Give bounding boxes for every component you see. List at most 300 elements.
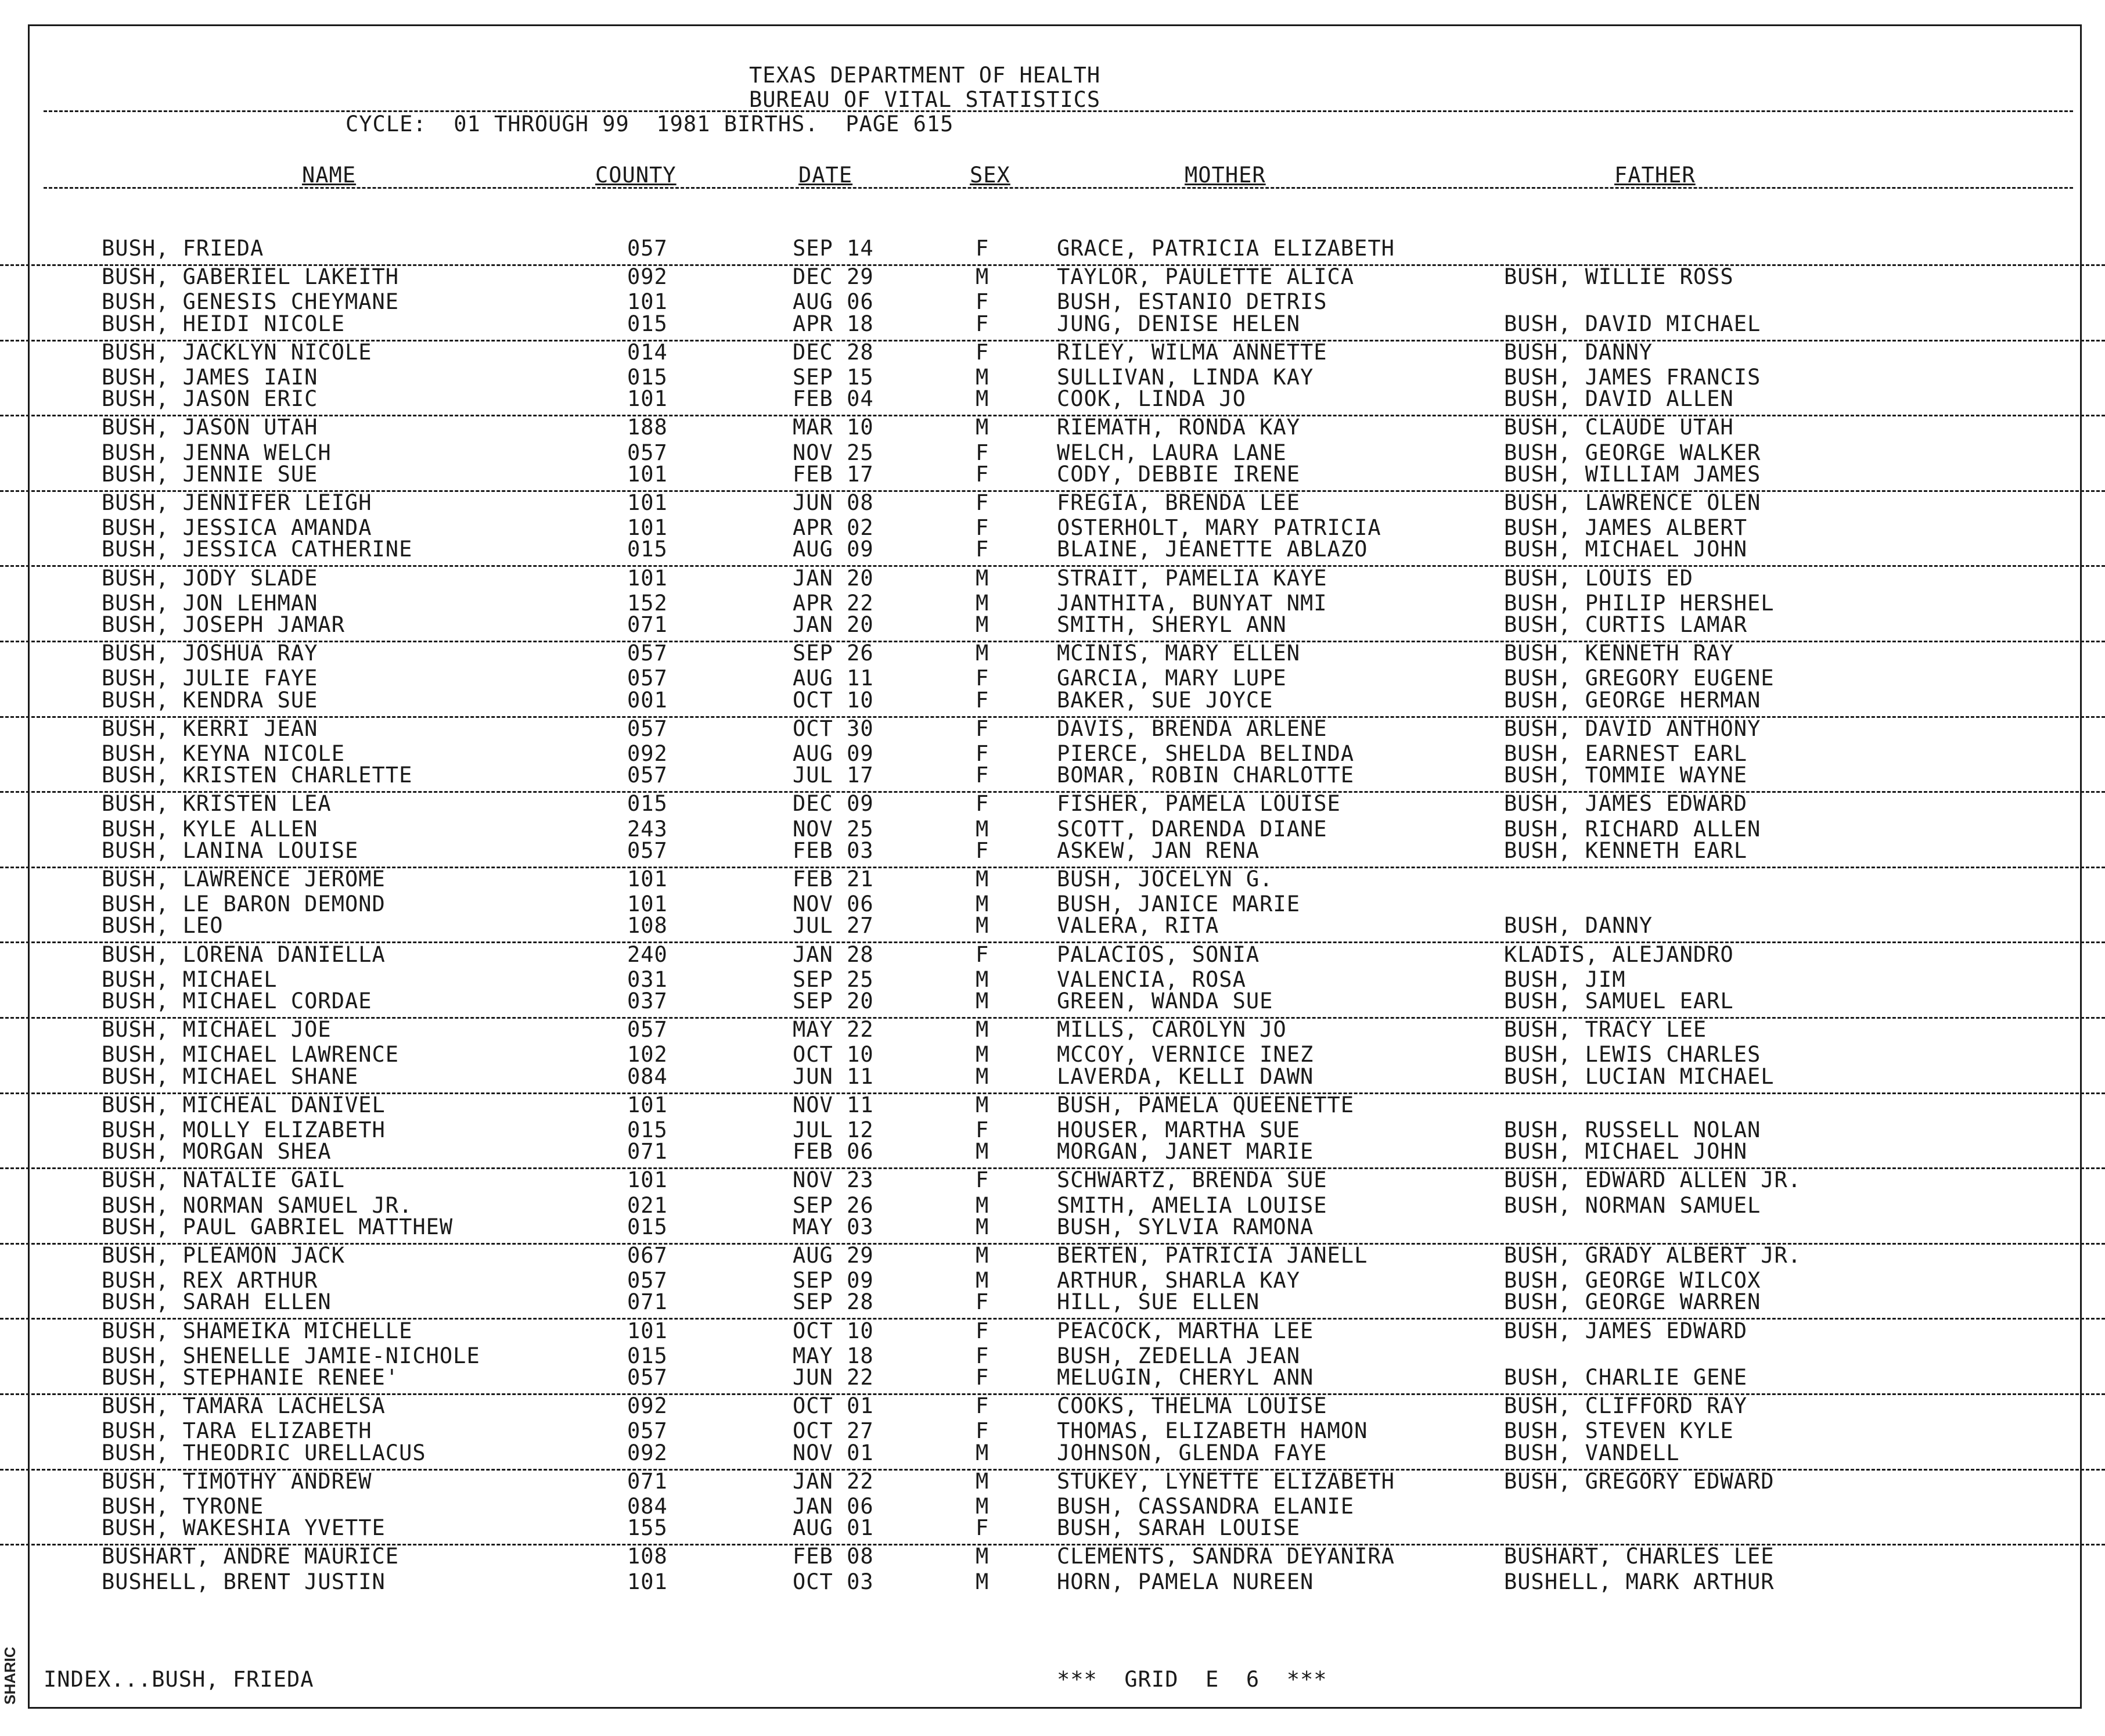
cell-sex: M (976, 966, 989, 992)
cell-date: APR 02 (793, 515, 874, 541)
table-row (0, 1440, 2105, 1471)
cell-county: 188 (627, 415, 668, 440)
cell-mother: MELUGIN, CHERYL ANN (1057, 1365, 1314, 1390)
cell-county: 057 (627, 763, 668, 788)
cell-sex: F (976, 1393, 989, 1419)
cell-mother: VALERA, RITA (1057, 913, 1219, 939)
table-row (0, 791, 2105, 816)
cell-name: BUSH, KRISTEN LEA (102, 791, 332, 817)
table-row (0, 1139, 2105, 1169)
cell-mother: GRACE, PATRICIA ELIZABETH (1057, 236, 1395, 261)
table-row (0, 1167, 2105, 1192)
cell-county: 101 (627, 1092, 668, 1117)
cell-father: BUSH, LOUIS ED (1504, 565, 1693, 591)
cell-father: BUSH, KENNETH EARL (1504, 838, 1747, 863)
cell-county: 092 (627, 1393, 668, 1419)
cell-date: FEB 17 (793, 461, 874, 487)
cell-county: 152 (627, 590, 668, 616)
cell-mother: BUSH, SARAH LOUISE (1057, 1515, 1300, 1541)
cell-mother: WELCH, LAURA LANE (1057, 440, 1287, 465)
cell-name: BUSH, KENDRA SUE (102, 687, 318, 713)
cell-name: BUSH, JENNA WELCH (102, 440, 332, 465)
table-row (0, 236, 2105, 266)
cell-date: JAN 06 (793, 1494, 874, 1519)
cell-county: 092 (627, 741, 668, 766)
table-row (0, 838, 2105, 868)
cell-date: JUN 22 (793, 1365, 874, 1390)
cell-date: AUG 09 (793, 741, 874, 766)
cell-name: BUSH, JASON ERIC (102, 386, 318, 412)
cell-father: BUSH, DAVID MICHAEL (1504, 311, 1761, 336)
cell-county: 101 (627, 289, 668, 315)
cell-date: NOV 25 (793, 816, 874, 842)
table-row (0, 386, 2105, 416)
footer-index: INDEX...BUSH, FRIEDA (44, 1667, 314, 1692)
table-row (0, 490, 2105, 515)
table-row (0, 763, 2105, 793)
cell-name: BUSH, WAKESHIA YVETTE (102, 1515, 386, 1541)
cell-sex: M (976, 565, 989, 591)
cell-date: SEP 26 (793, 641, 874, 666)
cell-name: BUSH, THEODRIC URELLACUS (102, 1440, 426, 1465)
cell-father: BUSH, SAMUEL EARL (1504, 989, 1734, 1013)
cell-sex: F (976, 461, 989, 487)
cell-county: 057 (627, 666, 668, 691)
cell-mother: HOUSER, MARTHA SUE (1057, 1117, 1300, 1142)
cell-mother: SCHWARTZ, BRENDA SUE (1057, 1167, 1327, 1193)
table-row (0, 687, 2105, 718)
table-row (0, 892, 2105, 916)
cell-date: SEP 20 (793, 989, 874, 1013)
cell-county: 101 (627, 867, 668, 892)
cell-county: 101 (627, 461, 668, 487)
table-row (0, 1515, 2105, 1545)
cell-name: BUSH, JOSEPH JAMAR (102, 612, 345, 637)
cell-date: AUG 06 (793, 289, 874, 315)
cell-county: 057 (627, 1418, 668, 1444)
bureau-title: BUREAU OF VITAL STATISTICS (749, 87, 1101, 112)
cell-date: SEP 15 (793, 365, 874, 390)
cell-name: BUSH, MICHAEL LAWRENCE (102, 1042, 400, 1068)
cell-sex: M (976, 1063, 989, 1089)
cell-date: OCT 10 (793, 1042, 874, 1068)
cell-county: 015 (627, 1117, 668, 1142)
cell-name: BUSH, NATALIE GAIL (102, 1167, 345, 1193)
column-header-date: DATE (798, 163, 853, 188)
table-row (0, 913, 2105, 943)
cell-name: BUSH, REX ARTHUR (102, 1268, 318, 1293)
cell-father: BUSH, GREGORY EUGENE (1504, 666, 1775, 691)
cell-date: APR 22 (793, 590, 874, 616)
cell-county: 155 (627, 1515, 668, 1541)
cell-sex: M (976, 612, 989, 637)
cell-county: 101 (627, 386, 668, 412)
cell-father: BUSH, GEORGE HERMAN (1504, 687, 1761, 713)
cell-mother: GARCIA, MARY LUPE (1057, 666, 1287, 691)
cell-sex: M (976, 989, 989, 1013)
cell-county: 071 (627, 1289, 668, 1315)
cell-mother: CODY, DEBBIE IRENE (1057, 461, 1300, 487)
cell-mother: MORGAN, JANET MARIE (1057, 1139, 1314, 1164)
cell-date: SEP 09 (793, 1268, 874, 1293)
cell-name: BUSH, KERRI JEAN (102, 716, 318, 741)
cell-date: MAY 03 (793, 1214, 874, 1239)
cell-father: BUSH, EDWARD ALLEN JR. (1504, 1167, 1802, 1193)
cell-sex: F (976, 490, 989, 515)
cell-name: BUSH, PAUL GABRIEL MATTHEW (102, 1214, 454, 1239)
cell-sex: F (976, 339, 989, 365)
cell-date: FEB 21 (793, 867, 874, 892)
cell-date: AUG 01 (793, 1515, 874, 1541)
cell-name: BUSHELL, BRENT JUSTIN (102, 1569, 386, 1594)
cell-name: BUSH, JON LEHMAN (102, 590, 318, 616)
cell-name: BUSH, LORENA DANIELLA (102, 941, 386, 967)
cell-county: 240 (627, 941, 668, 967)
cell-date: FEB 08 (793, 1544, 874, 1569)
cell-sex: M (976, 641, 989, 666)
table-row (0, 641, 2105, 666)
cell-date: NOV 01 (793, 1440, 874, 1465)
cell-name: BUSH, FRIEDA (102, 236, 264, 261)
cell-name: BUSH, SARAH ELLEN (102, 1289, 332, 1315)
cell-mother: SULLIVAN, LINDA KAY (1057, 365, 1314, 390)
column-header-sex: SEX (970, 163, 1010, 188)
cell-mother: ARTHUR, SHARLA KAY (1057, 1268, 1300, 1293)
cell-sex: M (976, 1042, 989, 1068)
cell-date: FEB 04 (793, 386, 874, 412)
cell-date: SEP 28 (793, 1289, 874, 1315)
cell-name: BUSH, TYRONE (102, 1494, 264, 1519)
cell-mother: DAVIS, BRENDA ARLENE (1057, 716, 1327, 741)
cell-sex: M (976, 415, 989, 440)
cell-date: JAN 22 (793, 1468, 874, 1494)
cell-name: BUSH, JULIE FAYE (102, 666, 318, 691)
table-row (0, 1393, 2105, 1418)
cell-county: 057 (627, 1365, 668, 1390)
cell-sex: M (976, 1569, 989, 1594)
cell-sex: F (976, 1418, 989, 1444)
cell-county: 015 (627, 537, 668, 562)
cell-name: BUSH, HEIDI NICOLE (102, 311, 345, 336)
cell-date: JUL 27 (793, 913, 874, 939)
cell-name: BUSH, JAMES IAIN (102, 365, 318, 390)
cell-date: SEP 26 (793, 1192, 874, 1218)
cell-date: NOV 11 (793, 1092, 874, 1117)
cell-name: BUSH, MICHAEL (102, 966, 278, 992)
cell-date: JUN 08 (793, 490, 874, 515)
agency-title: TEXAS DEPARTMENT OF HEALTH (749, 63, 1101, 88)
cell-mother: BUSH, JOCELYN G. (1057, 867, 1273, 892)
cell-mother: BUSH, JANICE MARIE (1057, 892, 1300, 917)
table-row (0, 1063, 2105, 1094)
cell-name: BUSH, GENESIS CHEYMANE (102, 289, 400, 315)
cell-county: 071 (627, 1468, 668, 1494)
cell-county: 101 (627, 1167, 668, 1193)
cell-sex: F (976, 763, 989, 788)
cell-father: BUSH, DAVID ALLEN (1504, 386, 1734, 412)
table-row (0, 1017, 2105, 1042)
cell-mother: BUSH, CASSANDRA ELANIE (1057, 1494, 1355, 1519)
cell-father: BUSH, CURTIS LAMAR (1504, 612, 1747, 637)
table-row (0, 1289, 2105, 1320)
cell-date: JUN 11 (793, 1063, 874, 1089)
cell-mother: VALENCIA, ROSA (1057, 966, 1246, 992)
cell-county: 101 (627, 490, 668, 515)
cell-sex: F (976, 666, 989, 691)
cell-sex: M (976, 1139, 989, 1164)
table-row (0, 1569, 2105, 1594)
cell-father: BUSH, GRADY ALBERT JR. (1504, 1243, 1802, 1268)
cell-name: BUSH, LEO (102, 913, 224, 939)
table-row (0, 1544, 2105, 1569)
cell-mother: JANTHITA, BUNYAT NMI (1057, 590, 1327, 616)
cell-sex: M (976, 1494, 989, 1519)
cell-date: JAN 20 (793, 612, 874, 637)
cell-date: JAN 20 (793, 565, 874, 591)
cell-mother: SCOTT, DARENDA DIANE (1057, 816, 1327, 842)
cell-date: OCT 10 (793, 1318, 874, 1343)
cell-date: OCT 30 (793, 716, 874, 741)
cell-date: NOV 23 (793, 1167, 874, 1193)
cell-father: BUSH, CLAUDE UTAH (1504, 415, 1734, 440)
cell-county: 092 (627, 1440, 668, 1465)
cell-father: BUSH, TRACY LEE (1504, 1017, 1707, 1043)
cell-sex: M (976, 1017, 989, 1043)
cell-name: BUSH, JASON UTAH (102, 415, 318, 440)
cell-date: NOV 25 (793, 440, 874, 465)
cell-father: BUSH, EARNEST EARL (1504, 741, 1747, 766)
cell-name: BUSH, LE BARON DEMOND (102, 892, 386, 917)
cell-county: 101 (627, 565, 668, 591)
cell-mother: RILEY, WILMA ANNETTE (1057, 339, 1327, 365)
cell-father: BUSH, NORMAN SAMUEL (1504, 1192, 1761, 1218)
cell-father: BUSH, DANNY (1504, 339, 1653, 365)
cell-county: 108 (627, 913, 668, 939)
cell-father: BUSH, GREGORY EDWARD (1504, 1468, 1775, 1494)
cell-sex: F (976, 687, 989, 713)
cell-mother: BUSH, SYLVIA RAMONA (1057, 1214, 1314, 1239)
cell-father: BUSHART, CHARLES LEE (1504, 1544, 1775, 1569)
cell-father: BUSH, LUCIAN MICHAEL (1504, 1063, 1775, 1089)
cell-sex: M (976, 1192, 989, 1218)
cell-name: BUSH, JENNIE SUE (102, 461, 318, 487)
cell-sex: M (976, 1544, 989, 1569)
cell-mother: JUNG, DENISE HELEN (1057, 311, 1300, 336)
cell-date: SEP 25 (793, 966, 874, 992)
cell-mother: FISHER, PAMELA LOUISE (1057, 791, 1341, 817)
cell-father: BUSH, JAMES FRANCIS (1504, 365, 1761, 390)
cell-father: BUSH, JAMES EDWARD (1504, 1318, 1747, 1343)
cell-county: 243 (627, 816, 668, 842)
cell-name: BUSH, SHAMEIKA MICHELLE (102, 1318, 413, 1343)
cell-county: 015 (627, 1343, 668, 1368)
cell-name: BUSH, PLEAMON JACK (102, 1243, 345, 1268)
table-row (0, 867, 2105, 892)
cell-name: BUSH, TIMOTHY ANDREW (102, 1468, 372, 1494)
cell-sex: M (976, 1092, 989, 1117)
cell-mother: BUSH, ESTANIO DETRIS (1057, 289, 1327, 315)
cell-date: AUG 11 (793, 666, 874, 691)
cell-date: SEP 14 (793, 236, 874, 261)
cell-sex: F (976, 716, 989, 741)
cell-sex: F (976, 1289, 989, 1315)
cell-name: BUSH, TARA ELIZABETH (102, 1418, 372, 1444)
cell-sex: M (976, 892, 989, 917)
cell-father: BUSH, KENNETH RAY (1504, 641, 1734, 666)
cell-county: 067 (627, 1243, 668, 1268)
cell-father: BUSH, JAMES ALBERT (1504, 515, 1747, 541)
cell-father: BUSH, DAVID ANTHONY (1504, 716, 1761, 741)
cell-father: BUSH, TOMMIE WAYNE (1504, 763, 1747, 788)
cell-father: BUSH, WILLIE ROSS (1504, 264, 1734, 290)
cell-mother: BLAINE, JEANETTE ABLAZO (1057, 537, 1368, 562)
cell-county: 057 (627, 1268, 668, 1293)
cell-father: BUSHELL, MARK ARTHUR (1504, 1569, 1775, 1594)
cell-county: 071 (627, 612, 668, 637)
table-row (0, 264, 2105, 289)
cell-county: 015 (627, 1214, 668, 1239)
cell-name: BUSH, LANINA LOUISE (102, 838, 359, 863)
table-row (0, 566, 2105, 591)
cell-date: MAY 22 (793, 1017, 874, 1043)
cell-mother: BUSH, ZEDELLA JEAN (1057, 1343, 1300, 1368)
cell-county: 031 (627, 966, 668, 992)
cell-sex: F (976, 838, 989, 863)
cell-name: BUSH, STEPHANIE RENEE' (102, 1365, 400, 1390)
cell-name: BUSH, JOSHUA RAY (102, 641, 318, 666)
cell-father: BUSH, DANNY (1504, 913, 1653, 939)
cell-date: NOV 06 (793, 892, 874, 917)
cell-date: JUL 12 (793, 1117, 874, 1142)
cell-mother: PIERCE, SHELDA BELINDA (1057, 741, 1355, 766)
cell-mother: PALACIOS, SONIA (1057, 941, 1260, 967)
cell-mother: BUSH, PAMELA QUEENETTE (1057, 1092, 1355, 1117)
cell-sex: M (976, 590, 989, 616)
table-row (0, 1469, 2105, 1494)
cell-date: FEB 03 (793, 838, 874, 863)
cell-sex: M (976, 386, 989, 412)
cell-sex: M (976, 913, 989, 939)
cell-mother: BOMAR, ROBIN CHARLOTTE (1057, 763, 1355, 788)
table-row (0, 461, 2105, 492)
cell-county: 071 (627, 1139, 668, 1164)
cell-sex: F (976, 311, 989, 336)
cell-father: BUSH, MICHAEL JOHN (1504, 1139, 1747, 1164)
cell-name: BUSH, JODY SLADE (102, 565, 318, 591)
cell-mother: TAYLOR, PAULETTE ALICA (1057, 264, 1355, 290)
cell-county: 057 (627, 236, 668, 261)
cell-sex: F (976, 515, 989, 541)
cell-name: BUSH, KEYNA NICOLE (102, 741, 345, 766)
cell-name: BUSH, MOLLY ELIZABETH (102, 1117, 386, 1142)
cell-county: 084 (627, 1063, 668, 1089)
cell-date: OCT 01 (793, 1393, 874, 1419)
table-row (0, 1214, 2105, 1245)
cell-sex: F (976, 1318, 989, 1343)
cell-county: 101 (627, 892, 668, 917)
cell-sex: M (976, 816, 989, 842)
cell-mother: MCINIS, MARY ELLEN (1057, 641, 1300, 666)
cell-mother: JOHNSON, GLENDA FAYE (1057, 1440, 1327, 1465)
cell-date: OCT 27 (793, 1418, 874, 1444)
cell-date: MAY 18 (793, 1343, 874, 1368)
table-row (0, 415, 2105, 440)
cell-county: 015 (627, 311, 668, 336)
cell-sex: F (976, 1117, 989, 1142)
cell-date: APR 18 (793, 311, 874, 336)
cell-sex: M (976, 1468, 989, 1494)
cell-father: BUSH, PHILIP HERSHEL (1504, 590, 1775, 616)
cell-mother: STRAIT, PAMELIA KAYE (1057, 565, 1327, 591)
cell-county: 092 (627, 264, 668, 290)
cell-name: BUSH, MORGAN SHEA (102, 1139, 332, 1164)
cell-father: BUSH, WILLIAM JAMES (1504, 461, 1761, 487)
cell-sex: M (976, 1268, 989, 1293)
cell-county: 015 (627, 365, 668, 390)
cell-mother: RIEMATH, RONDA KAY (1057, 415, 1300, 440)
cell-father: BUSH, MICHAEL JOHN (1504, 537, 1747, 562)
column-header-county: COUNTY (595, 163, 677, 188)
cell-mother: COOKS, THELMA LOUISE (1057, 1393, 1327, 1419)
cell-mother: BERTEN, PATRICIA JANELL (1057, 1243, 1368, 1268)
cell-mother: SMITH, SHERYL ANN (1057, 612, 1287, 637)
cell-mother: ASKEW, JAN RENA (1057, 838, 1260, 863)
cell-date: FEB 06 (793, 1139, 874, 1164)
cell-sex: M (976, 365, 989, 390)
cell-name: BUSH, KRISTEN CHARLETTE (102, 763, 413, 788)
cell-father: BUSH, RUSSELL NOLAN (1504, 1117, 1761, 1142)
column-header-mother: MOTHER (1185, 163, 1266, 188)
cell-mother: STUKEY, LYNETTE ELIZABETH (1057, 1468, 1395, 1494)
cell-date: OCT 10 (793, 687, 874, 713)
cell-mother: SMITH, AMELIA LOUISE (1057, 1192, 1327, 1218)
cell-sex: M (976, 867, 989, 892)
column-header-name: NAME (302, 163, 357, 188)
cell-county: 101 (627, 1569, 668, 1594)
cell-sex: M (976, 1243, 989, 1268)
table-row (0, 612, 2105, 642)
cell-sex: F (976, 941, 989, 967)
cell-county: 057 (627, 716, 668, 741)
cell-county: 015 (627, 791, 668, 817)
table-row (0, 942, 2105, 967)
cell-county: 037 (627, 989, 668, 1013)
table-row (0, 1243, 2105, 1268)
cell-date: MAR 10 (793, 415, 874, 440)
cell-father: BUSH, GEORGE WARREN (1504, 1289, 1761, 1315)
table-row (0, 1365, 2105, 1395)
table-row (0, 311, 2105, 342)
cell-sex: F (976, 741, 989, 766)
cell-sex: F (976, 537, 989, 562)
cell-mother: THOMAS, ELIZABETH HAMON (1057, 1418, 1368, 1444)
cell-mother: HORN, PAMELA NUREEN (1057, 1569, 1314, 1594)
cell-date: AUG 29 (793, 1243, 874, 1268)
cell-county: 021 (627, 1192, 668, 1218)
cell-date: AUG 09 (793, 537, 874, 562)
cell-name: BUSH, KYLE ALLEN (102, 816, 318, 842)
cell-name: BUSH, NORMAN SAMUEL JR. (102, 1192, 413, 1218)
table-row (0, 340, 2105, 365)
cell-county: 057 (627, 440, 668, 465)
cell-mother: BAKER, SUE JOYCE (1057, 687, 1273, 713)
cell-county: 101 (627, 515, 668, 541)
cell-name: BUSH, JACKLYN NICOLE (102, 339, 372, 365)
cell-date: DEC 28 (793, 339, 874, 365)
cell-name: BUSH, JESSICA AMANDA (102, 515, 372, 541)
cell-mother: FREGIA, BRENDA LEE (1057, 490, 1300, 515)
cell-father: BUSH, VANDELL (1504, 1440, 1680, 1465)
